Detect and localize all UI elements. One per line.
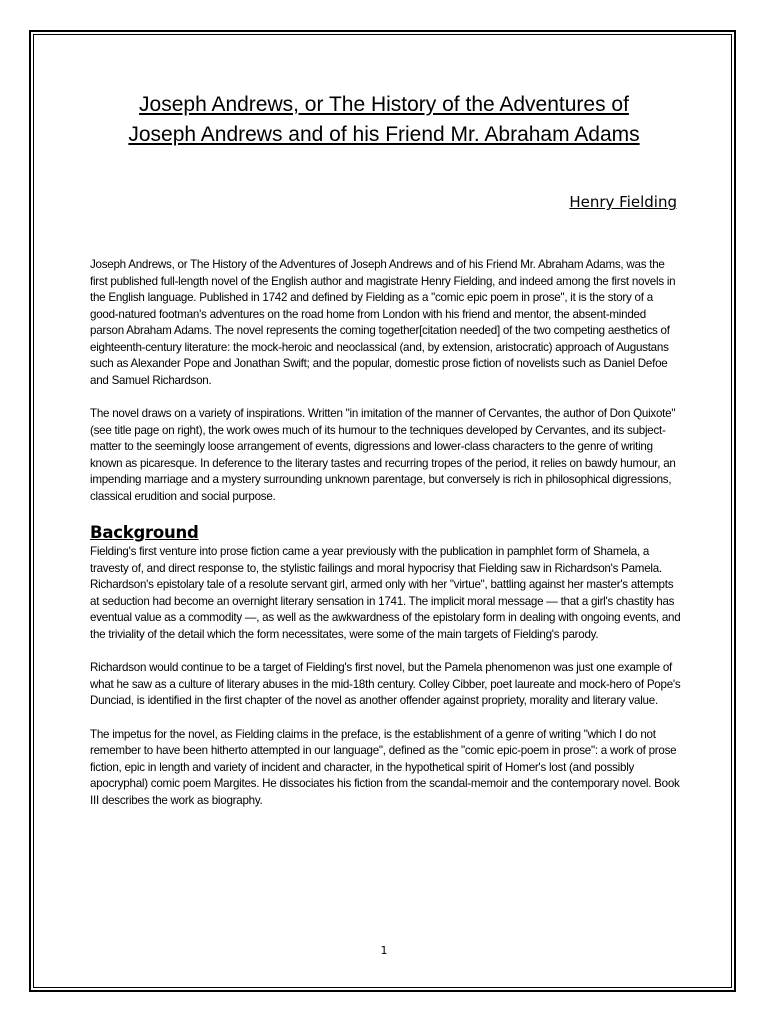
section-heading-background: Background	[90, 523, 199, 542]
background-paragraph-1: Fielding's first venture into prose fiction came a year previously with the publication in pamphlet form of Shamela, a travesty of, and direct response to, the stylistic failings and moral hypocrisy that Fielding saw in Richardson's Pamela. Richardson's epistolary tale of a resolute servant girl, armed only with her "virtue", battling against her master's attempts at seduction had become an overnight literary sensation in 1741. The implicit moral message — that a girl's chastity has eventual value as a commodity —, as well as the awkwardness of the epistolary form in dealing with ongoing events, and the triviality of the detail which the form necessitates, were some of the main targets of Fielding's parody.	[90, 545, 681, 641]
background-paragraph-3: The impetus for the novel, as Fielding claims in the preface, is the establishment of a genre of writing "which I do not remember to have been hitherto attempted in our language", defined as the "comic epic-poem in prose": a work of prose fiction, epic in length and variety of incident and character, in the hypothetical spirit of Homer's lost (and possibly apocryphal) comic poem Margites. He dissociates his fiction from the scandal-memoir and the contemporary novel. Book III describes the work as biography.	[90, 727, 680, 807]
author-name: Henry Fielding	[569, 193, 677, 211]
page-number: 1	[380, 944, 388, 957]
title-line-1: Joseph Andrews, or The History of the Adventures of	[139, 93, 629, 116]
document-title	[60, 90, 708, 150]
document-body	[90, 257, 682, 826]
intro-paragraph-1: Joseph Andrews, or The History of the Adventures of Joseph Andrews and of his Friend Mr. Abraham Adams, was the first published full-length novel of the English author and magistrate Henry Fielding, and indeed among the first novels in the English language. Published in 1742 and defined by Fielding as a "comic epic poem in prose", it is the story of a good-natured footman's adventures on the road home from London with his friend and mentor, the absent-minded parson Abraham Adams. The novel represents the coming together[citation needed] of the two competing aesthetics of eighteenth-century literature: the mock-heroic and neoclassical (and, by extension, aristocratic) approach of Augustans such as Alexander Pope and Jonathan Swift; and the popular, domestic prose fiction of novelists such as Daniel Defoe and Samuel Richardson.	[90, 258, 676, 387]
title-line-2: Joseph Andrews and of his Friend Mr. Abraham Adams	[128, 123, 640, 146]
background-paragraph-2: Richardson would continue to be a target of Fielding's first novel, but the Pamela phenomenon was just one example of what he saw as a culture of literary abuses in the mid-18th century. Colley Cibber, poet laureate and mock-hero of Pope's Dunciad, is identified in the first chapter of the novel as another offender against propriety, morality and literary value.	[90, 661, 681, 707]
intro-paragraph-2: The novel draws on a variety of inspirations. Written "in imitation of the manner of Cervantes, the author of Don Quixote" (see title page on right), the work owes much of its humour to the techniques developed by Cervantes, and its subject-matter to the seemingly loose arrangement of events, digressions and lower-class characters to the genre of writing known as picaresque. In deference to the literary tastes and recurring tropes of the period, it relies on bawdy humour, an impending marriage and a mystery surrounding unknown parentage, but conversely is rich in philosophical digressions, classical erudition and social purpose.	[90, 407, 676, 503]
